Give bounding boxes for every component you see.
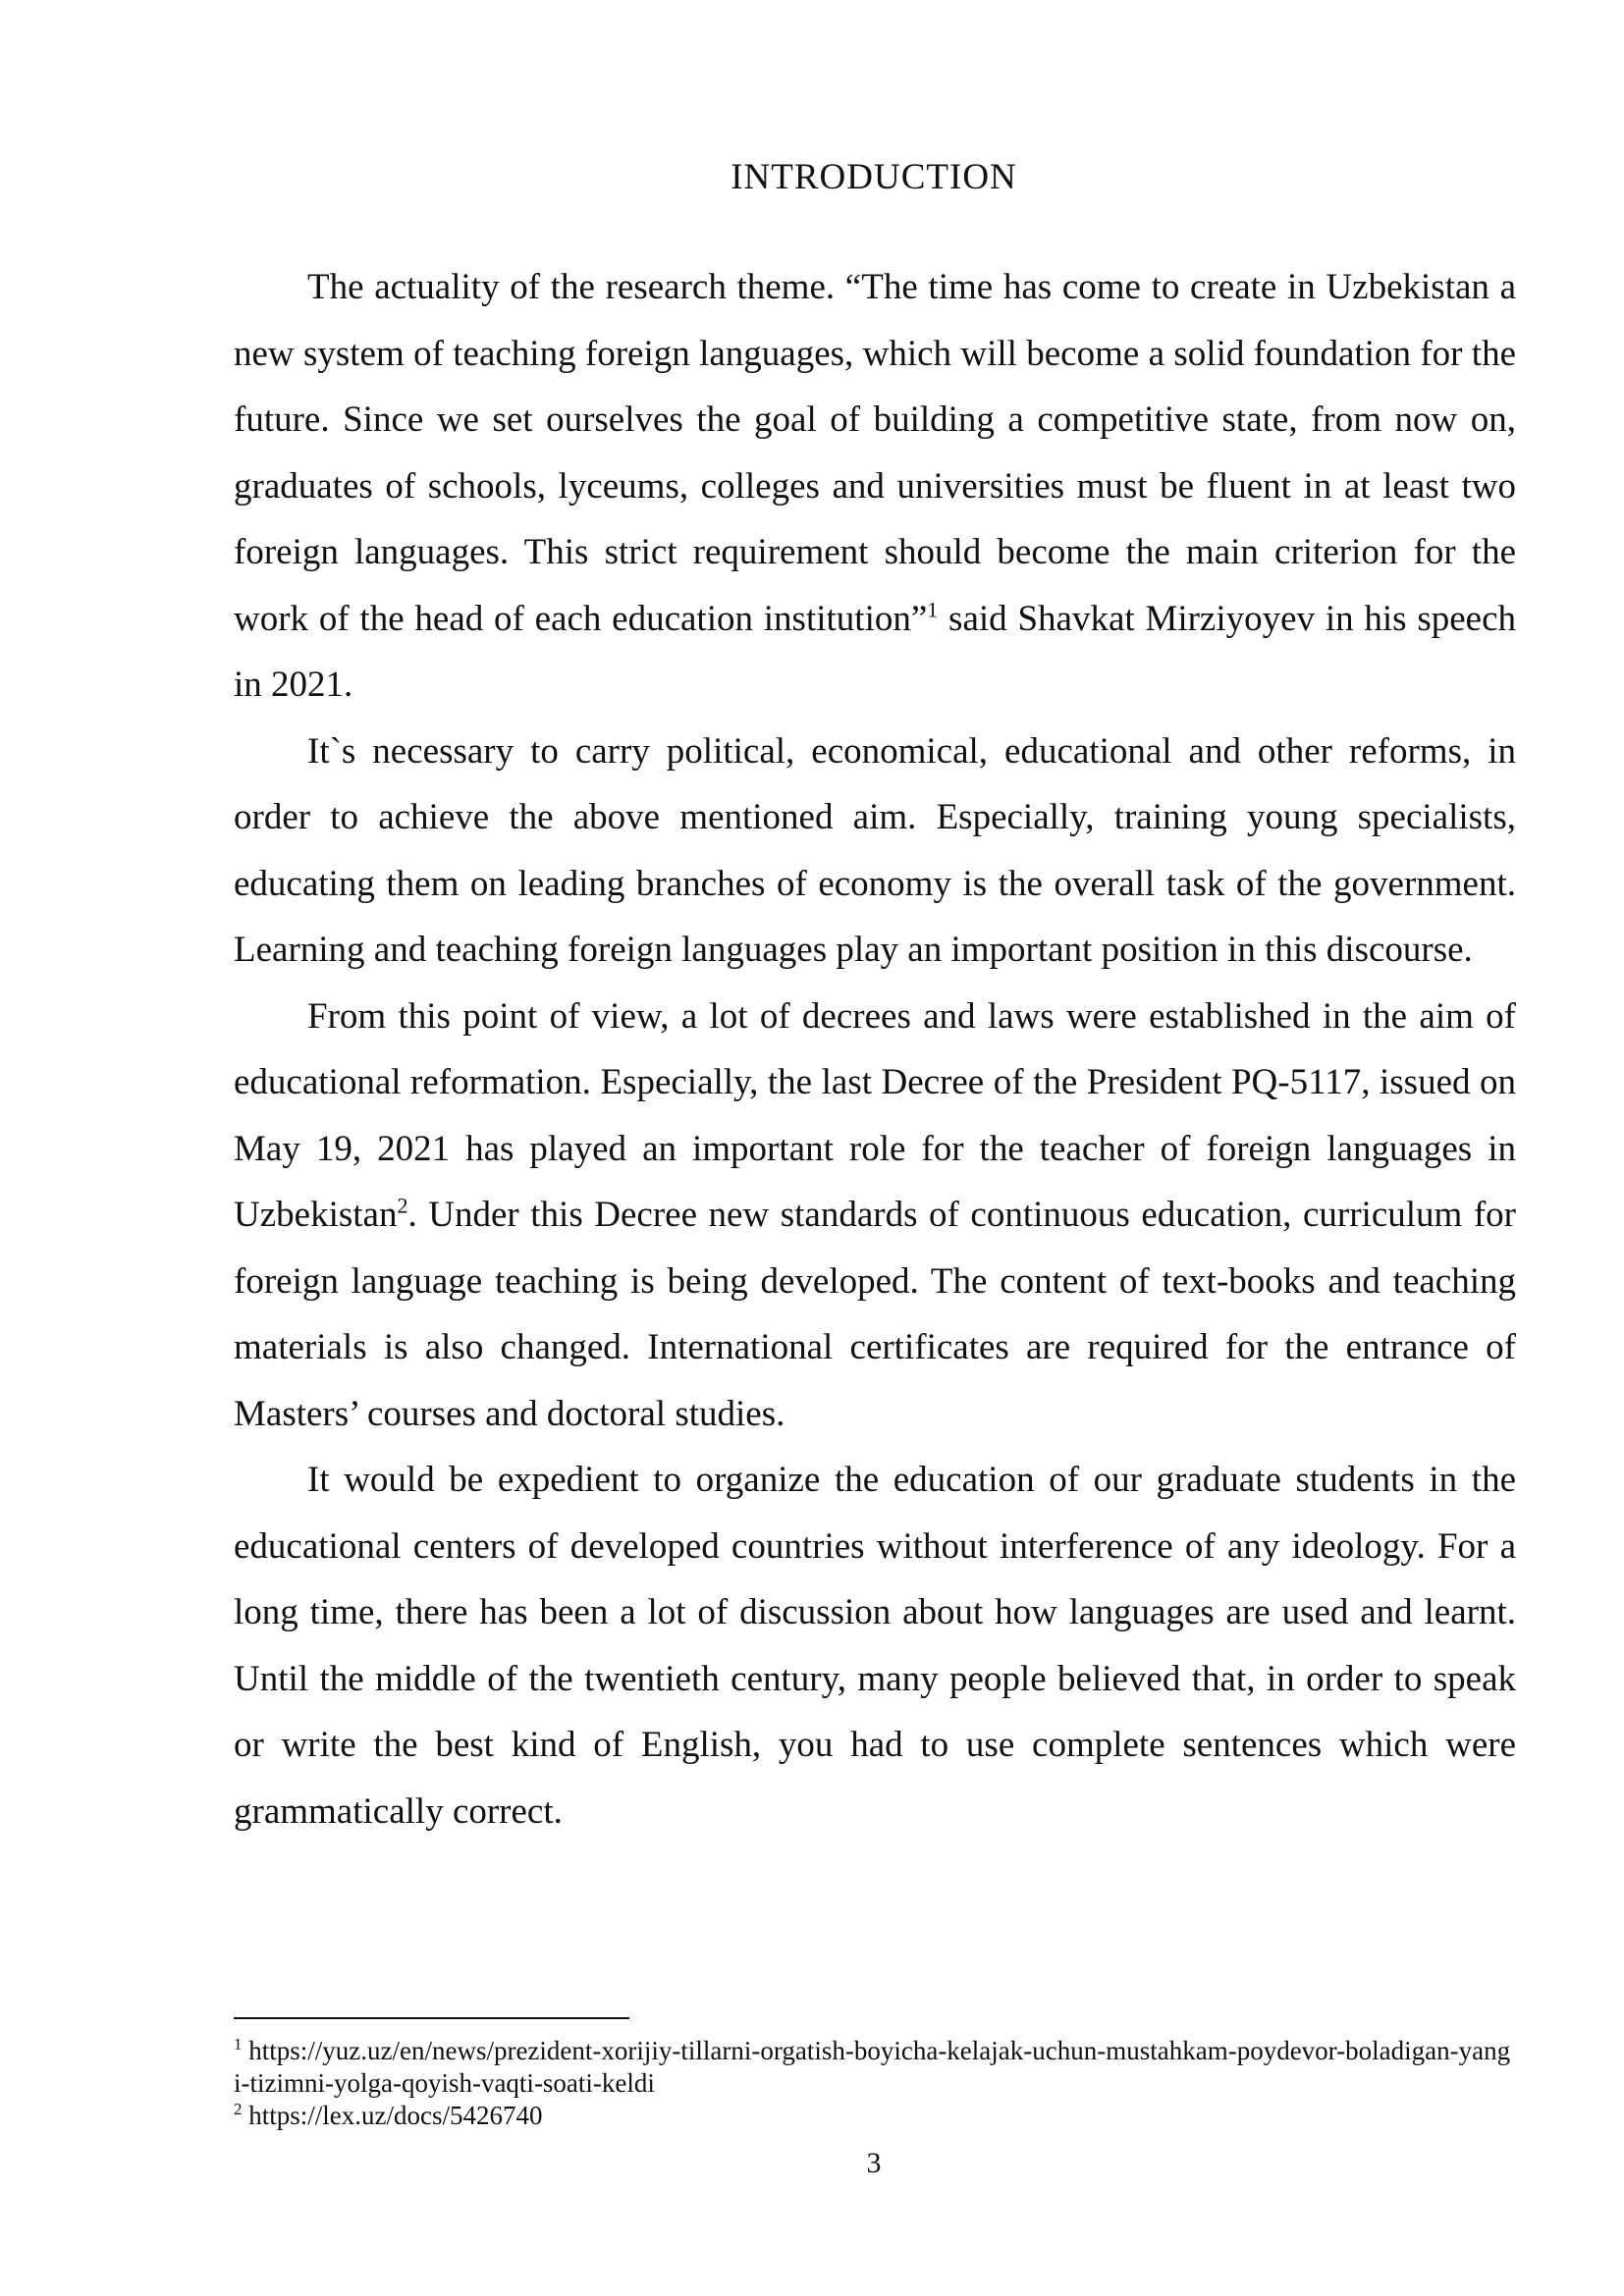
paragraph-text: It would be expedient to organize the education of our graduate students in the educational centers of developed countries without interference of any ideology. For a long time, there has been a lot of discussion about how languages are used and learnt. Until the middle of the twentieth century, many people believed that, in order to speak or write the best kind of English, you had to use complete sentences which were grammatically correct. xyxy=(234,1460,1516,1832)
main-text xyxy=(234,254,1516,1844)
footnote-link[interactable]: https://yuz.uz/en/news/prezident-xorijiy-tillarni-orgatish-boyicha-kelajak-uchun-mustahkam-poydevor-boladigan-yangi-tizimni-yolga-qoyish-vaqti-soati-keldi xyxy=(234,2036,1511,2098)
footnotes xyxy=(234,2035,1516,2132)
footnote-item xyxy=(234,2100,1516,2132)
paragraph-reforms xyxy=(234,719,1516,984)
footnote-mark: 1 xyxy=(234,2035,243,2054)
paragraph-decrees xyxy=(234,984,1516,1448)
paragraph-text: The actuality of the research theme. “The time has come to create in Uzbekistan a new system of teaching foreign languages, which will become a solid foundation for the future. Since we set ourselves the goal of building a competitive state, from now on, graduates of schools, lyceums, colleges and universities must be fluent in at least two foreign languages. This strict requirement should become the main criterion for the work of the head of each education institution” xyxy=(234,267,1516,639)
footnote-reference[interactable]: 1 xyxy=(927,597,939,622)
page-number: 3 xyxy=(866,2147,882,2179)
footnote-item xyxy=(234,2035,1516,2100)
footnote-reference[interactable]: 2 xyxy=(397,1193,408,1218)
paragraph-text: It`s necessary to carry political, economical, educational and other reforms, in order to achieve the above mentioned aim. Especially, training young specialists, educating them on leading branches of economy is the overall task of the government. Learning and teaching foreign languages play an important position in this discourse. xyxy=(234,730,1516,970)
footnote-link[interactable]: https://lex.uz/docs/5426740 xyxy=(242,2101,543,2130)
footnote-mark: 2 xyxy=(234,2100,243,2118)
footnote-separator xyxy=(234,2017,629,2019)
paragraph-education-abroad xyxy=(234,1447,1516,1844)
paragraph-text: said Shavkat Mirziyoyev in his speech in 2021. xyxy=(234,598,1516,705)
page-title: INTRODUCTION xyxy=(731,157,1017,197)
paragraph-text: . Under this Decree new standards of continuous education, curriculum for foreign language teaching is being developed. The content of text-books and teaching materials is also changed. International certificates are required for the entrance of Masters’ courses and doctoral studies. xyxy=(234,1195,1516,1434)
paragraph-actuality xyxy=(234,254,1516,719)
paragraph-text: From this point of view, a lot of decrees and laws were established in the aim of educational reformation. Especially, the last Decree of the President PQ-5117, issued on May 19, 2021 has played an important role for the teacher of foreign languages in Uzbekistan xyxy=(234,995,1516,1235)
